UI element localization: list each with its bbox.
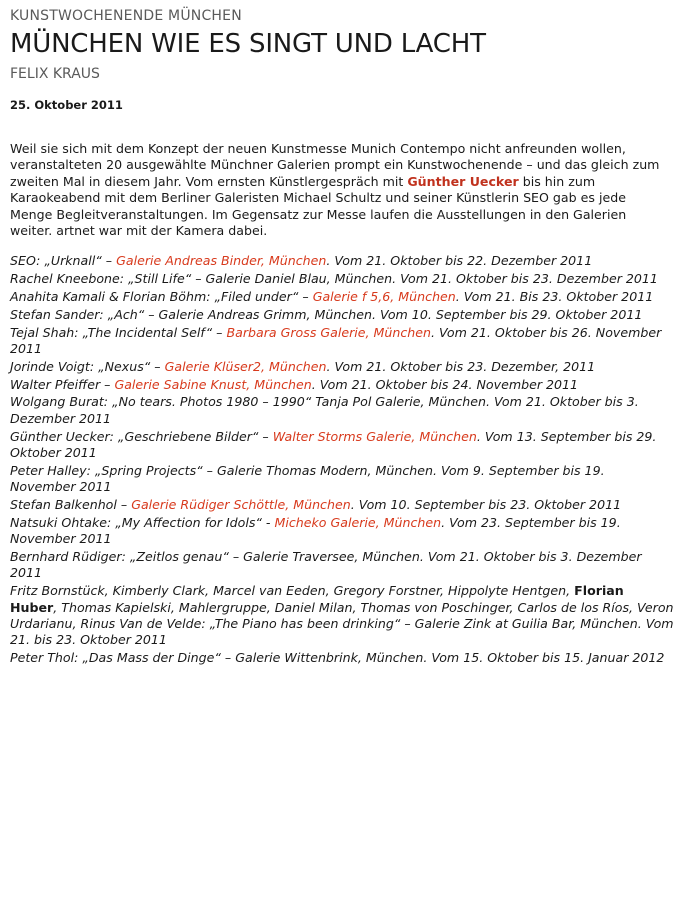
exhibition-text: Walter Pfeiffer – — [10, 376, 115, 392]
exhibition-item — [10, 549, 674, 582]
exhibition-text: . Vom 21. Oktober bis 24. November 2011 — [311, 376, 579, 392]
exhibition-item — [10, 325, 674, 358]
gallery-link[interactable]: Galerie Andreas Binder, München — [116, 253, 327, 269]
exhibition-item — [10, 253, 674, 269]
exhibition-item — [10, 377, 674, 393]
exhibition-text: Stefan Sander: „Ach“ – Galerie Andreas Grimm, München. Vom 10. September bis 29. Oktober 2011 — [10, 306, 643, 322]
gallery-link[interactable]: Micheko Galerie, München — [274, 514, 442, 530]
article-author: FELIX KRAUS — [10, 66, 100, 82]
exhibition-item — [10, 289, 674, 305]
gallery-link[interactable]: Galerie f 5,6, München — [312, 289, 456, 305]
gallery-link[interactable]: Barbara Gross Galerie, München — [226, 324, 432, 340]
exhibition-text: . Vom 21. Oktober bis 22. Dezember 2011 — [326, 253, 593, 269]
exhibition-text: Bernhard Rüdiger: „Zeitlos genau“ – Galerie Traversee, München. Vom 21. Oktober bis 3. Dezember 2011 — [10, 549, 642, 581]
exhibition-text: . Vom 10. September bis 23. Oktober 2011 — [350, 497, 622, 513]
exhibition-text: . Vom 23. September bis 19. November 2011 — [10, 514, 621, 547]
exhibition-text: Natsuki Ohtake: „My Affection for Idols“ - — [10, 514, 275, 530]
exhibition-item — [10, 359, 674, 375]
exhibition-text: Fritz Bornstück, Kimberly Clark, Marcel van Eeden, Gregory Forstner, Hippolyte Hentgen, — [10, 583, 575, 599]
article-title: MÜNCHEN WIE ES SINGT UND LACHT — [10, 29, 486, 59]
gallery-link[interactable]: Walter Storms Galerie, München — [272, 428, 477, 444]
exhibition-item — [10, 307, 674, 323]
exhibition-text: Jorinde Voigt: „Nexus“ – — [10, 358, 165, 374]
gallery-link[interactable]: Galerie Klüser2, München — [164, 358, 327, 374]
exhibition-text: . Vom 21. Oktober bis 26. November 2011 — [10, 324, 662, 357]
gallery-link[interactable]: Galerie Sabine Knust, München — [114, 376, 312, 392]
article-kicker: KUNSTWOCHENENDE MÜNCHEN — [10, 8, 242, 24]
exhibition-item — [10, 583, 674, 649]
exhibition-text: Peter Thol: „Das Mass der Dinge“ – Galerie Wittenbrink, München. Vom 15. Oktober bis 15. Januar 2012 — [10, 650, 665, 666]
exhibition-item — [10, 394, 674, 427]
artist-link-florian-huber[interactable]: Florian Huber — [10, 583, 624, 615]
article-intro — [10, 141, 670, 239]
exhibition-item — [10, 497, 674, 513]
exhibition-text: , Thomas Kapielski, Mahlergruppe, Daniel Milan, Thomas von Poschinger, Carlos de los Ríos, Veron Urdarianu, Rinus Van de Velde: „The Piano has been drinking“ – Galerie Zink at Guilia Bar, München. Vom 21. bis 23. Oktober 2011 — [10, 599, 674, 648]
exhibition-item — [10, 463, 674, 496]
exhibition-text: Stefan Balkenhol – — [10, 497, 132, 513]
exhibition-text: Peter Halley: „Spring Projects“ – Galerie Thomas Modern, München. Vom 9. September bis 19. November 2011 — [10, 462, 605, 495]
exhibition-text: . Vom 21. Bis 23. Oktober 2011 — [455, 289, 654, 305]
exhibition-text: . Vom 13. September bis 29. Oktober 2011 — [10, 428, 657, 461]
intro-text: bis hin zum Karaokeabend mit dem Berliner Galeristen Michael Schultz und seiner Künstlerin SEO gab es jede Menge Begleitveranstaltungen. Im Gegensatz zur Messe laufen die Ausstellungen in den Galerien weiter. artnet war mit der Kamera dabei. — [10, 173, 627, 239]
exhibition-item — [10, 271, 674, 287]
exhibition-item — [10, 650, 674, 666]
intro-text: Weil sie sich mit dem Konzept der neuen Kunstmesse Munich Contempo nicht anfreunden wollen, veranstalteten 20 ausgewählte Münchner Galerien prompt ein Kunstwochenende – und das gleich zum zweiten Mal in diesem Jahr. Vom ernsten Künstlergespräch mit — [10, 141, 660, 189]
gallery-link[interactable]: Galerie Rüdiger Schöttle, München — [131, 497, 351, 513]
exhibition-item — [10, 429, 674, 462]
artist-link-guenther-uecker[interactable]: Günther Uecker — [407, 173, 519, 189]
exhibition-text: . Vom 21. Oktober bis 23. Dezember, 2011 — [326, 358, 596, 374]
exhibition-text: Rachel Kneebone: „Still Life“ – Galerie Daniel Blau, München. Vom 21. Oktober bis 23. Dezember 2011 — [10, 271, 658, 287]
exhibition-list — [10, 253, 674, 666]
exhibition-text: Anahita Kamali & Florian Böhm: „Filed under“ – — [10, 289, 313, 305]
article-date: 25. Oktober 2011 — [10, 98, 123, 112]
exhibition-text: Tejal Shah: „The Incidental Self“ – — [10, 324, 227, 340]
exhibition-item — [10, 515, 674, 548]
exhibition-text: Günther Uecker: „Geschriebene Bilder“ – — [10, 428, 273, 444]
exhibition-text: Wolgang Burat: „No tears. Photos 1980 – 1990“ Tanja Pol Galerie, München. Vom 21. Oktober bis 3. Dezember 2011 — [10, 394, 639, 426]
exhibition-text: SEO: „Urknall“ – — [10, 253, 117, 269]
